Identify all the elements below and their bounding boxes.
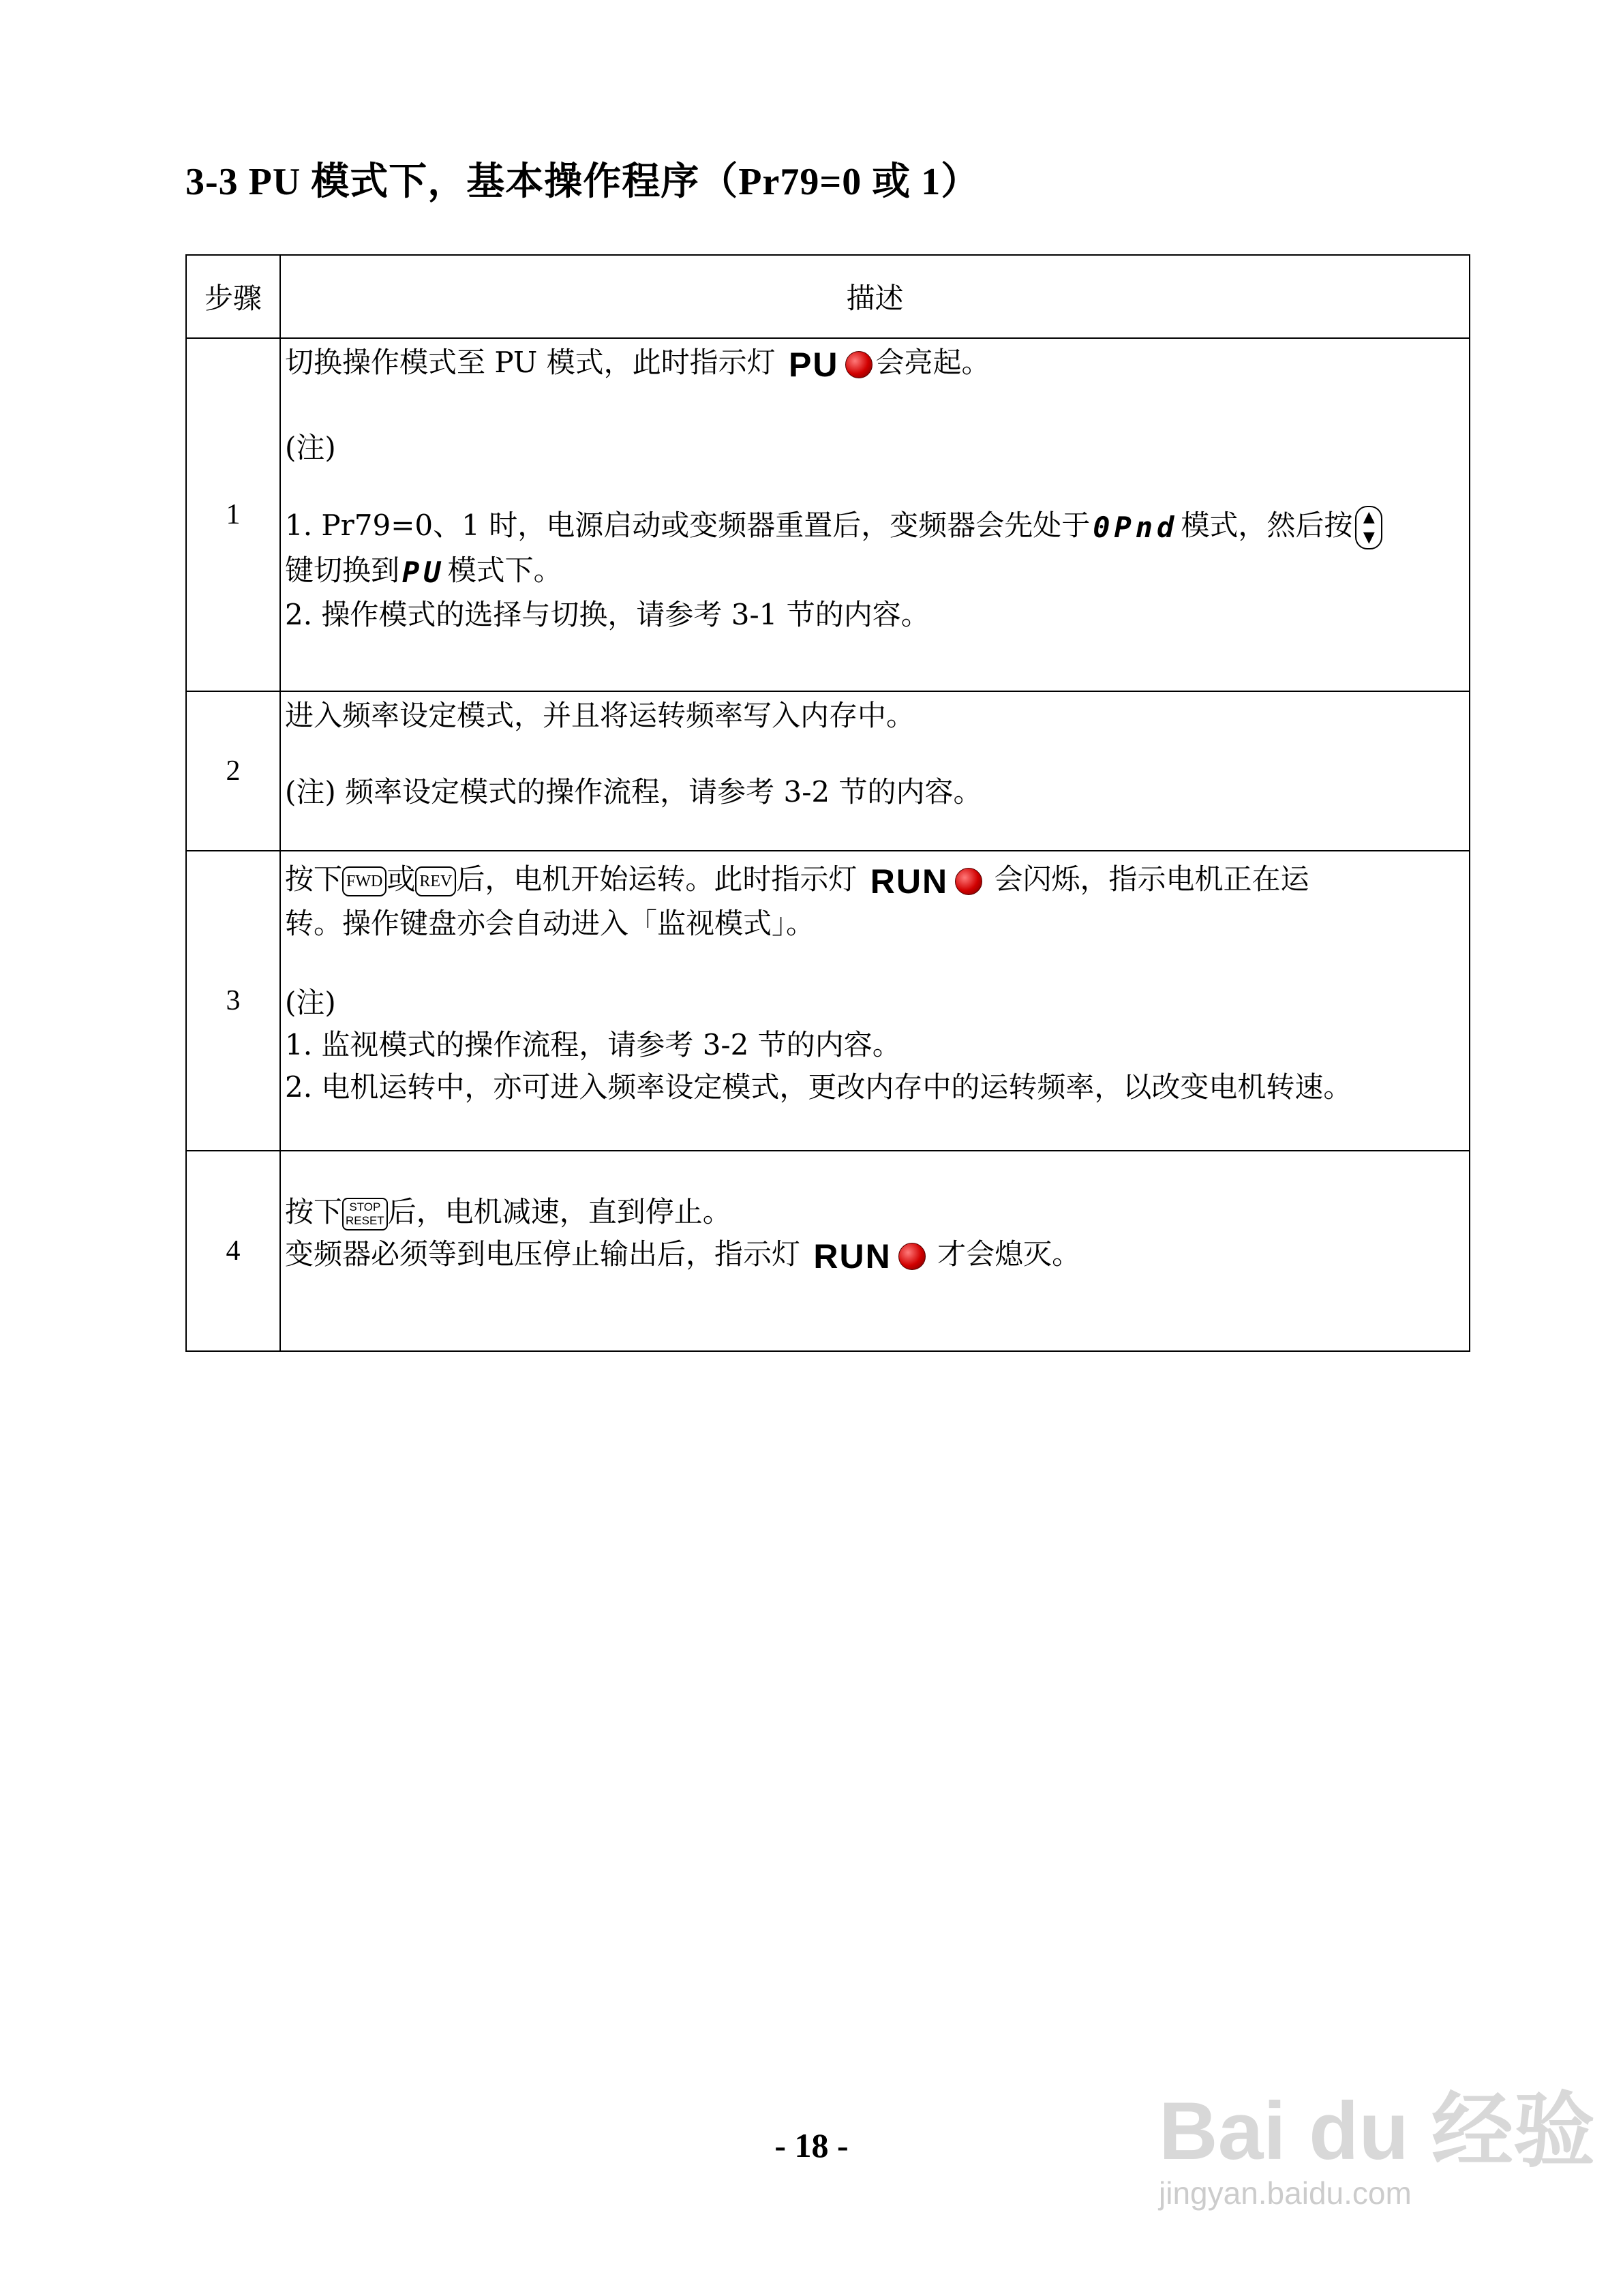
page-title: 3-3 PU 模式下，基本操作程序（Pr79=0 或 1） [185,161,980,203]
header-desc: 描述 [280,255,1470,338]
table-row [186,691,1470,851]
table-row [186,338,1470,691]
run-indicator-label: RUN [870,862,949,901]
led-indicator-icon [845,351,873,378]
led-indicator-icon [955,868,982,895]
table-row [186,1151,1470,1351]
opnd-display-icon: 0Pnd [1093,511,1179,544]
step-number: 1 [186,338,280,691]
step-description: 按下 FWD 或 REV 后，电机开始运转。此时指示灯 RUN 会闪烁，指示电机正在运 转。操作键盘亦会自动进入「监视模式」。 (注) 1. 监视模式的操作流程，请参考 3-2 节的内容。 2. 电机运转中，亦可进入频率设定模式，更改内存中的运转频率，以改变电机转速。 [280,851,1470,1151]
header-step: 步骤 [186,255,280,338]
baidu-watermark-url: jingyan.baidu.com [1159,2175,1412,2211]
pu-indicator-label: PU [788,346,839,384]
run-indicator-label: RUN [813,1237,892,1275]
step-number: 3 [186,851,280,1151]
led-indicator-icon [898,1243,926,1270]
table-row [186,851,1470,1151]
page-number: - 18 - [774,2126,849,2164]
step-description: 进入频率设定模式，并且将运转频率写入内存中。 (注) 频率设定模式的操作流程，请参考 3-2 节的内容。 [280,691,1470,851]
fwd-key-icon: FWD [342,866,386,896]
step-number: 4 [186,1151,280,1351]
step-number: 2 [186,691,280,851]
pu-display-icon: PU [402,556,445,589]
baidu-watermark-logo: Bai du 经验 [1159,2085,1596,2177]
step-description: 按下 STOP RESET 后，电机减速，直到停止。 变频器必须等到电压停止输出后，指示灯 RUN 才会熄灭。 [280,1151,1470,1351]
stop-reset-key-icon: STOP RESET [342,1198,388,1230]
up-down-key-icon: ▲ ▼ [1355,506,1382,549]
rev-key-icon: REV [415,866,456,896]
steps-table [185,254,1470,1352]
table-header-row [186,255,1470,338]
step-description: 切换操作模式至 PU 模式，此时指示灯 PU 会亮起。 (注) 1. Pr79=0、1 时，电源启动或变频器重置后，变频器会先处于0Pnd模式，然后按 ▲ ▼ 键切换到PU模式下。 2. 操作模式的选择与切换，请参考 3-1 节的内容。 [280,338,1470,691]
